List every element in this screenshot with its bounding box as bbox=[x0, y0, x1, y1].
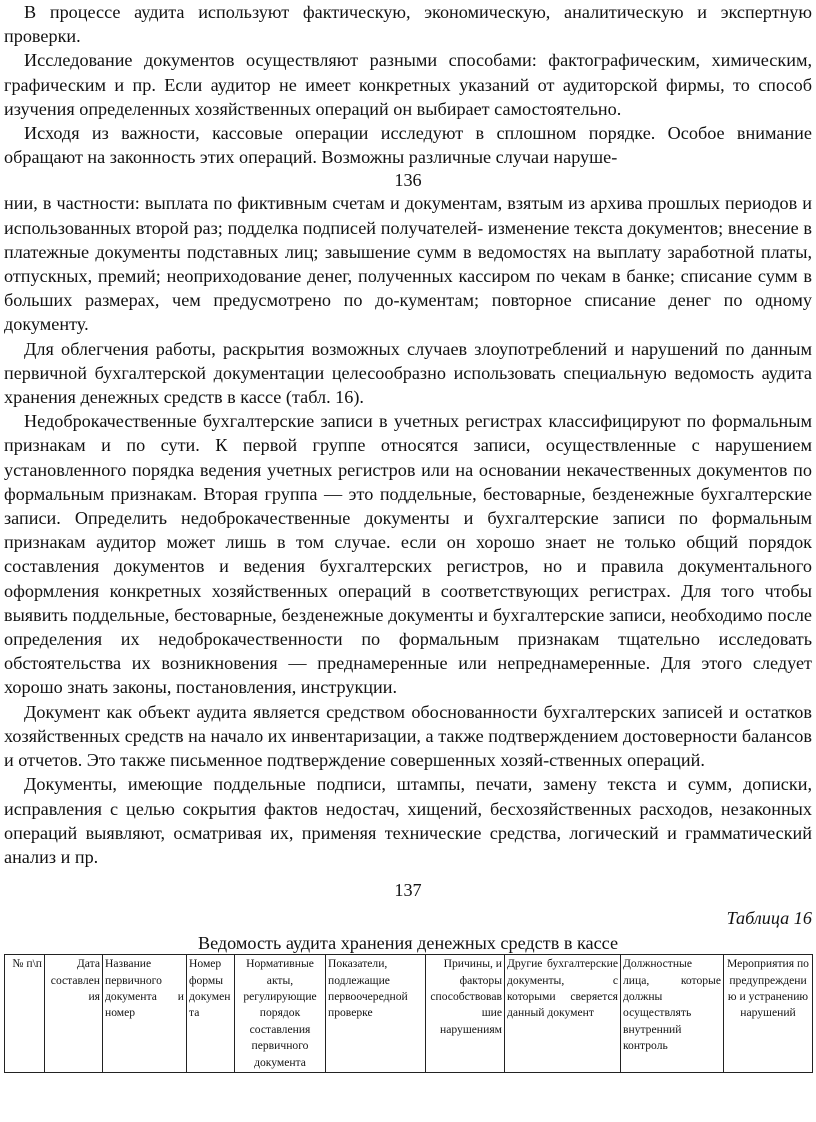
table-title: Ведомость аудита хранения денежных средств в кассе bbox=[197, 933, 619, 954]
table-caption: Таблица 16 bbox=[726, 908, 812, 929]
paragraph: Для облегчения работы, раскрытия возможных случаев злоупотреблений и нарушений по данным первичной бухгалтерской документации целесообразно использовать специальную ведомость аудита хранения денежных средств в кассе (табл. 16). bbox=[4, 338, 812, 408]
audit-table bbox=[4, 954, 813, 1073]
table-header-cell: № п\п bbox=[5, 955, 45, 1073]
page-number: 137 bbox=[394, 880, 422, 901]
paragraph: В процессе аудита используют фактическую, экономическую, аналитическую и экспертную проверки. bbox=[4, 2, 812, 47]
table-header-cell: Дата составления bbox=[45, 955, 103, 1073]
table-header-cell: Другие бухгалтерские документы, с которыми сверяется данный документ bbox=[505, 955, 621, 1073]
table-header-cell: Показатели, подлежащие первоочередной проверке bbox=[326, 955, 426, 1073]
table-header-cell: Нормативные акты, регулирующие порядок составления первичного документа bbox=[235, 955, 326, 1073]
page-number: 136 bbox=[394, 170, 422, 191]
table-header-cell: Название первичного документа и номер bbox=[103, 955, 187, 1073]
table-header-cell: Причины, и факторы способствовавшие нарушениям bbox=[426, 955, 505, 1073]
paragraph: Недоброкачественные бухгалтерские записи в учетных регистрах классифицируют по формальным признакам и по сути. К первой группе относятся записи, осуществленные с нарушением установленного порядка ведения учетных регистров или на основании некачественных документов по формальным признакам. Вторая группа — это поддельные, бестоварные, безденежные бухгалтерские записи. Определить недоброкачественные документы и бухгалтерские записи по формальным признакам аудитор может лишь в том случае. если он хорошо знает не только общий порядок составления документов и ведения бухгалтерских регистров, но и правила документального оформления конкретных хозяйственных операций в соответствующих регистрах. Для того чтобы выявить поддельные, бестоварные, безденежные документы и бухгалтерские записи, необходимо после определения их недоброкачественности по формальным признакам тщательно исследовать обстоятельства их возникновения — преднамеренные или непреднамеренные. Для этого следует хорошо знать законы, постановления, инструкции. bbox=[4, 411, 812, 698]
paragraph: нии, в частности: выплата по фиктивным счетам и документам, взятым из архива прошлых периодов и использованных второй раз; подделка подписей получателей- изменение текста документов; внесение в платежные документы подставных лиц; завышение сумм в ведомостях на выплату заработной платы, отпускных, премий; неоприходование денег, полученных кассиром по чекам в банке; списание сумм в больших размерах, чем предусмотрено по до-кументам; повторное списание денег по одному документу. bbox=[4, 193, 812, 335]
paragraph: Документ как объект аудита является средством обоснованности бухгалтерских записей и остатков хозяйственных средств на начало их инвентаризации, а также подтверждением достоверности балансов и отчетов. Это также письменное подтверждение совершенных хозяй-ственных операций. bbox=[4, 701, 812, 771]
paragraph: Исследование документов осуществляют разными способами: фактографическим, химическим, графическим и пр. Если аудитор не имеет конкретных указаний от аудиторской фирмы, то способ изучения определенных хозяйственных операций он выбирает самостоятельно. bbox=[4, 50, 812, 119]
table-header-row bbox=[5, 955, 813, 1073]
paragraph: Документы, имеющие поддельные подписи, штампы, печати, замену текста и сумм, дописки, исправления с целью сокрытия фактов недостач, хищений, бесхозяйственных расходов, незаконных операций выявляют, осматривая их, применяя технические средства, логический и грамматический анализ и пр. bbox=[4, 774, 812, 867]
table-header-cell: Должностные лица, которые должны осуществлять внутренний контроль bbox=[621, 955, 724, 1073]
table-header-cell: Мероприятия по предупреждению и устранению нарушений bbox=[724, 955, 813, 1073]
table-header-cell: Номер формы документа bbox=[187, 955, 235, 1073]
paragraph: Исходя из важности, кассовые операции исследуют в сплошном порядке. Особое внимание обращают на законность этих операций. Возможны различные случаи наруше- bbox=[4, 123, 812, 168]
